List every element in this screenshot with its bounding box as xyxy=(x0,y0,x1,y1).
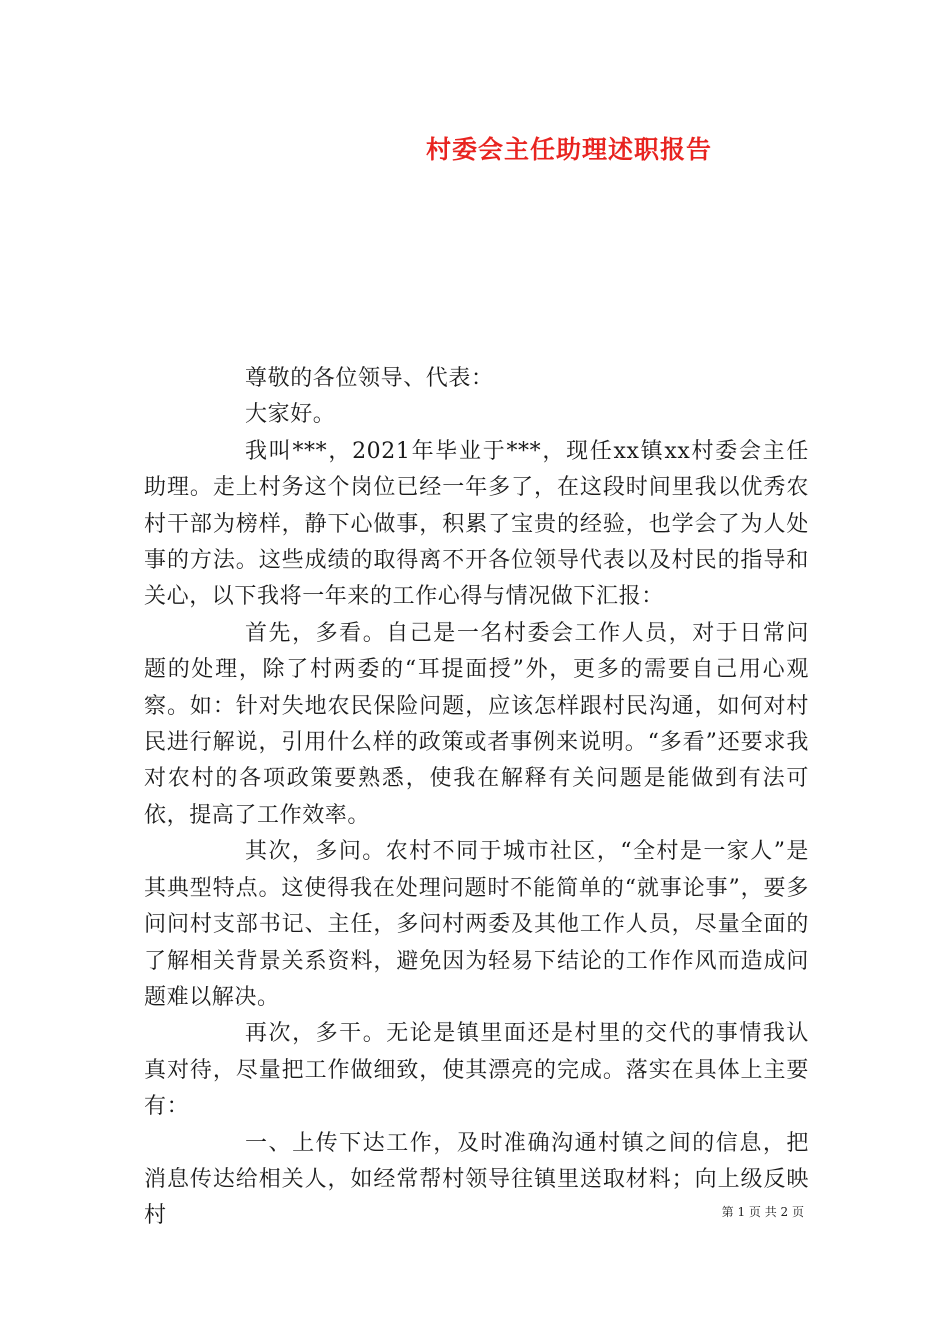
document-body xyxy=(144,361,809,1235)
intro-paragraph: 我叫***，2021年毕业于***，现任xx镇xx村委会主任助理。走上村务这个岗位已经一年多了，在这段时间里我以优秀农村干部为榜样，静下心做事，积累了宝贵的经验，也学会了为人处事的方法。这些成绩的取得离不开各位领导代表以及村民的指导和关心，以下我将一年来的工作心得与情况做下汇报： xyxy=(144,438,809,610)
third-point-paragraph: 再次，多干。无论是镇里面还是村里的交代的事情我认真对待，尽量把工作做细致，使其漂亮的完成。落实在具体上主要有： xyxy=(144,1021,809,1120)
second-point-paragraph: 其次，多问。农村不同于城市社区，“全村是一家人”是其典型特点。这使得我在处理问题时不能简单的“就事论事”，要多问问村支部书记、主任，多问村两委及其他工作人员，尽量全面的了解相关背景关系资料，避免因为轻易下结论的工作作风而造成问题难以解决。 xyxy=(144,839,809,1010)
page-number-footer: 第 1 页 共 2 页 xyxy=(721,1205,804,1219)
salutation-paragraph: 尊敬的各位领导、代表： xyxy=(245,366,494,391)
first-point-paragraph: 首先，多看。自己是一名村委会工作人员，对于日常问题的处理，除了村两委的“耳提面授”外，更多的需要自己用心观察。如：针对失地农民保险问题，应该怎样跟村民沟通，如何对村民进行解说，引用什么样的政策或者事例来说明。“多看”还要求我对农村的各项政策要熟悉，使我在解释有关问题是能做到有法可依，提高了工作效率。 xyxy=(144,620,809,828)
document-title: 村委会主任助理述职报告 xyxy=(425,135,712,164)
greeting-paragraph: 大家好。 xyxy=(245,402,336,428)
item-one-paragraph: 一、上传下达工作，及时准确沟通村镇之间的信息，把消息传达给相关人，如经常帮村领导往镇里送取材料；向上级反映村 xyxy=(144,1130,809,1229)
